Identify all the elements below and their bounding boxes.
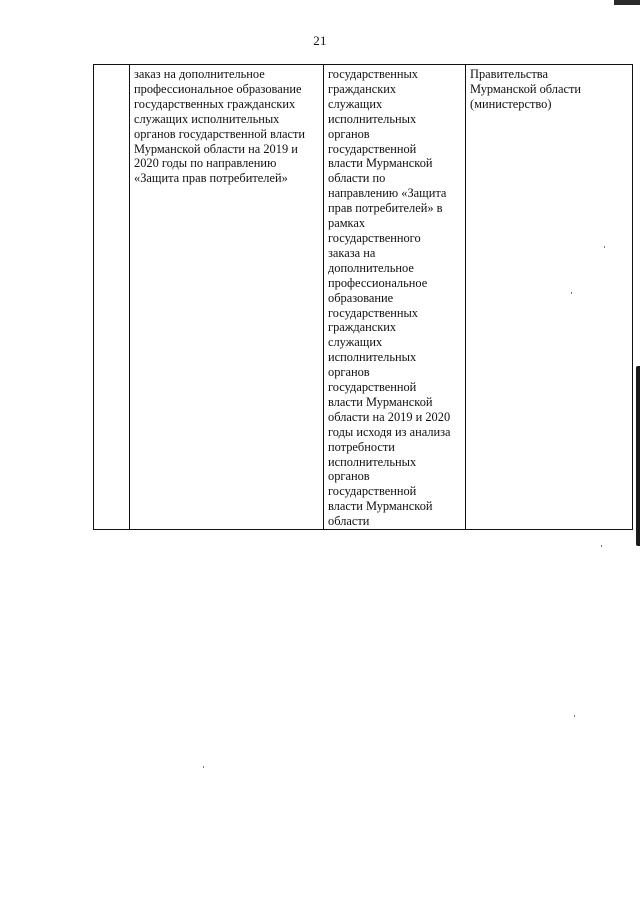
table-cell-description: [324, 65, 466, 530]
cell-responsible-text: Правительства Мурманской области (министерство): [470, 67, 582, 111]
document-table: [93, 64, 633, 530]
cell-description-text: государственных гражданских служащих исполнительных органов государственной власти Мурманской области по направлению «Защита прав потребителей» в рамках государственного заказа на дополнительное профессиональное образование государственных гражданских служащих исполнительных органов государственной власти Мурманской области на 2019 и 2020 годы исходя из анализа потребности исполнительных органов государственной власти Мурманской области: [328, 67, 451, 529]
scan-speck: [601, 545, 602, 547]
table-cell-number: [94, 65, 130, 530]
table-cell-responsible: [466, 65, 633, 530]
scan-edge-bar: [636, 366, 640, 546]
scan-speck: [203, 766, 204, 768]
table-cell-activity: [130, 65, 324, 530]
scan-edge-mark: [614, 0, 640, 5]
table-row: [94, 65, 633, 530]
cell-activity-text: заказ на дополнительное профессиональное образование государственных гражданских служащих исполнительных органов государственной власти Мурманской области на 2019 и 2020 годы по направлению «Защита прав потребителей»: [134, 67, 306, 186]
scan-speck: [574, 715, 575, 717]
page-number: 21: [313, 33, 327, 48]
